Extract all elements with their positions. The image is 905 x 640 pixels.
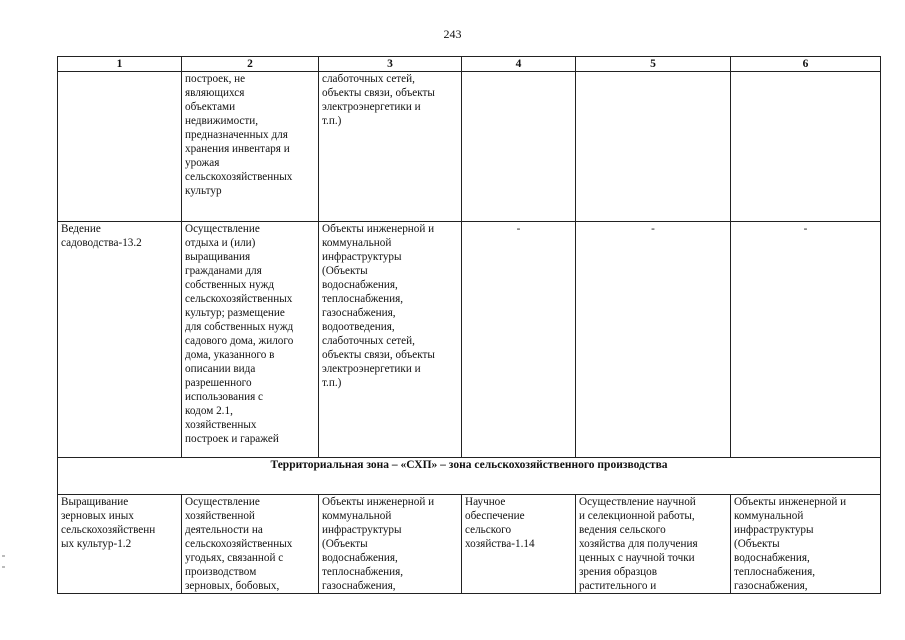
cell-use-type: Ведение садоводства-13.2 — [58, 222, 182, 458]
cell-conditional-description — [576, 72, 731, 222]
column-header-3: 3 — [319, 57, 462, 72]
cell-auxiliary: Объекты инженерной и коммунальной инфраструктуры (Объекты водоснабжения, теплоснабжения, газоснабжения, водоотведения, слаботочных сетей, объекты связи, объекты электроэнергетики и т.п.) — [319, 222, 462, 458]
cell-description: Осуществление отдыха и (или) выращивания гражданами для собственных нужд сельскохозяйственных культур; размещение для собственных нужд садового дома, жилого дома, указанного в описании вида разрешенного использования с кодом 2.1, хозяйственных построек и гаражей — [182, 222, 319, 458]
scan-mark — [2, 555, 5, 557]
column-header-5: 5 — [576, 57, 731, 72]
column-header-1: 1 — [58, 57, 182, 72]
cell-description: построек, не являющихся объектами недвижимости, предназначенных для хранения инвентаря и урожая сельскохозяйственных культур — [182, 72, 319, 222]
table-row — [58, 72, 881, 222]
cell-conditional-description: - — [576, 222, 731, 458]
table-header-row — [58, 57, 881, 72]
regulation-table — [57, 56, 881, 594]
cell-conditional-use — [462, 72, 576, 222]
cell-auxiliary: Объекты инженерной и коммунальной инфраструктуры (Объекты водоснабжения, теплоснабжения, газоснабжения, — [319, 495, 462, 594]
table-row — [58, 222, 881, 458]
column-header-2: 2 — [182, 57, 319, 72]
cell-conditional-use: - — [462, 222, 576, 458]
cell-conditional-auxiliary: Объекты инженерной и коммунальной инфраструктуры (Объекты водоснабжения, теплоснабжения, газоснабжения, — [731, 495, 881, 594]
cell-conditional-auxiliary — [731, 72, 881, 222]
column-header-6: 6 — [731, 57, 881, 72]
zone-title: Территориальная зона – «СХП» – зона сельскохозяйственного производства — [58, 458, 881, 495]
table-row — [58, 495, 881, 594]
column-header-4: 4 — [462, 57, 576, 72]
page-number: 243 — [443, 27, 462, 41]
cell-use-type — [58, 72, 182, 222]
cell-conditional-auxiliary: - — [731, 222, 881, 458]
cell-conditional-description: Осуществление научной и селекционной работы, ведения сельского хозяйства для получения ценных с научной точки зрения образцов растительного и — [576, 495, 731, 594]
cell-auxiliary: слаботочных сетей, объекты связи, объекты электроэнергетики и т.п.) — [319, 72, 462, 222]
scan-mark — [2, 566, 5, 568]
zone-title-row — [58, 458, 881, 495]
cell-conditional-use: Научное обеспечение сельского хозяйства-1.14 — [462, 495, 576, 594]
cell-description: Осуществление хозяйственной деятельности на сельскохозяйственных угодьях, связанной с производством зерновых, бобовых, — [182, 495, 319, 594]
cell-use-type: Выращивание зерновых иных сельскохозяйственн ых культур-1.2 — [58, 495, 182, 594]
